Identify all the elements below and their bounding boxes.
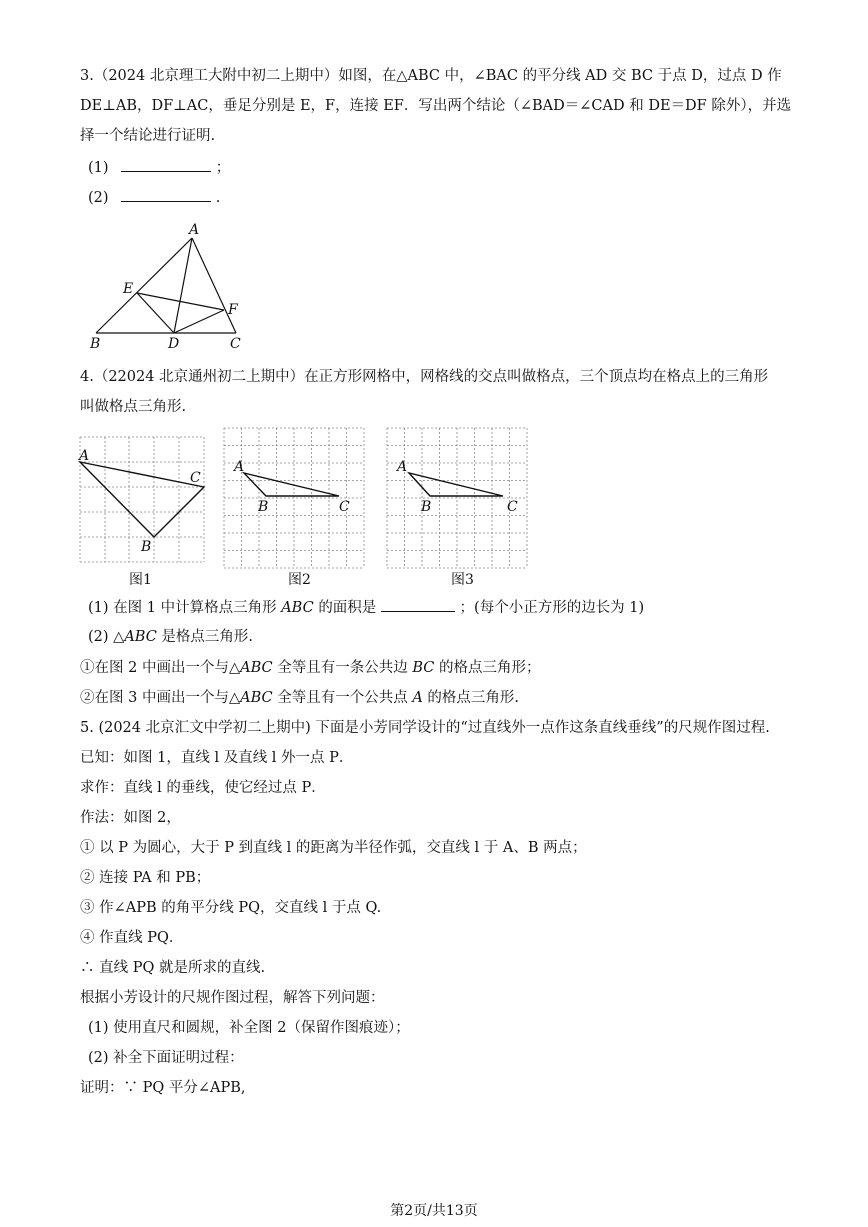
q4-part-2-1 — [80, 658, 540, 678]
q4-fig1-label-a: A — [79, 448, 90, 464]
q5-line-1: 5. (2024 北京汇文中学初二上期中) 下面是小芳同学设计的“过直线外一点作这条直线垂线”的尺规作图过程. — [80, 720, 770, 736]
q3-label-b: B — [90, 336, 101, 352]
q4-fig1-label-b: B — [141, 539, 152, 555]
q4-c2-triangle: ABC — [240, 690, 273, 706]
q3-label-a: A — [189, 222, 200, 238]
q5-step-2: ② 连接 PA 和 PB； — [80, 870, 211, 886]
q5-part-2: (2) 补全下面证明过程： — [88, 1050, 244, 1066]
q4-p2-text-2: 是格点三角形. — [161, 629, 254, 645]
q4-p1-text: (1) 在图 1 中计算格点三角形 — [88, 600, 277, 616]
q4-p1-triangle: ABC — [281, 600, 314, 616]
q4-fig2-label-c: C — [339, 499, 350, 515]
q4-fig2-caption: 图2 — [288, 572, 311, 588]
q5-line-2: 已知：如图 1，直线 l 及直线 l 外一点 P． — [80, 750, 354, 766]
q5-step-1: ① 以 P 为圆心，大于 P 到直线 l 的距离为半径作弧，交直线 l 于 A、B 两点； — [80, 840, 587, 856]
q4-p1-note: ；(每个小正方形的边长为 1) — [459, 600, 645, 616]
q3-label-d: D — [168, 336, 180, 352]
q4-area-answer-blank[interactable] — [381, 597, 455, 612]
q5-step-4: ④ 作直线 PQ． — [80, 930, 184, 946]
q4-fig2-label-a: A — [234, 459, 245, 475]
q4-fig3-label-c: C — [507, 499, 518, 515]
q3-line-2: DE⊥AB，DF⊥AC，垂足分别是 E，F，连接 EF．写出两个结论（∠BAD＝∠CAD 和 DE＝DF 除外），并选 — [80, 98, 792, 114]
q3-label-e: E — [123, 281, 134, 297]
q4-p1-text-2: 的面积是 — [318, 600, 377, 616]
q5-line-3: 求作：直线 l 的垂线，使它经过点 P． — [80, 780, 326, 796]
q4-fig3-label-a: A — [397, 459, 408, 475]
q4-c1-text: ①在图 2 中画出一个与△ — [80, 660, 241, 676]
q3-blank-2-number: (2) — [88, 190, 109, 206]
q4-grid-figures — [0, 0, 868, 600]
q5-instruction: 根据小芳设计的尺规作图过程，解答下列问题： — [80, 990, 385, 1006]
q4-p2-triangle: ABC — [124, 629, 157, 645]
q4-part-1 — [88, 597, 644, 618]
q4-c2-text: ②在图 3 中画出一个与△ — [80, 690, 241, 706]
q3-blank-1-number: (1) — [88, 160, 109, 176]
q3-label-f: F — [228, 302, 238, 318]
q4-fig2-label-b: B — [258, 499, 269, 515]
q4-c2-text-3: 的格点三角形. — [427, 690, 520, 706]
q4-c1-triangle: ABC — [240, 660, 273, 676]
q5-line-4: 作法：如图 2， — [80, 810, 181, 826]
q4-c1-text-3: 的格点三角形； — [438, 660, 541, 676]
q5-step-3: ③ 作∠APB 的角平分线 PQ，交直线 l 于点 Q. — [80, 900, 382, 916]
q4-c1-edge: BC — [412, 660, 435, 676]
q4-c2-point: A — [412, 690, 423, 706]
q4-fig1-label-c: C — [190, 470, 201, 486]
q4-line-1: 4.（22024 北京通州初二上期中）在正方形网格中，网格线的交点叫做格点，三个顶点均在格点上的三角形 — [80, 369, 769, 385]
q4-p2-text: (2) △ — [88, 629, 125, 645]
q3-label-c: C — [230, 336, 241, 352]
q5-part-1: (1) 使用直尺和圆规，补全图 2（保留作图痕迹）； — [88, 1020, 410, 1036]
page-footer: 第2页/共13页 — [390, 1203, 478, 1219]
q3-line-3: 择一个结论进行证明. — [80, 128, 216, 144]
q4-fig3-caption: 图3 — [451, 572, 474, 588]
q5-proof-start: 证明：∵ PQ 平分∠APB, — [80, 1080, 246, 1096]
q4-c1-text-2: 全等且有一条公共边 — [277, 660, 408, 676]
q4-fig1-caption: 图1 — [129, 572, 152, 588]
q4-line-2: 叫做格点三角形. — [80, 399, 187, 415]
q4-c2-text-2: 全等且有一个公共点 — [277, 690, 408, 706]
q3-line-1: 3.（2024 北京理工大附中初二上期中）如图，在△ABC 中，∠BAC 的平分线 AD 交 BC 于点 D，过点 D 作 — [80, 68, 782, 84]
q4-part-2-2 — [80, 688, 519, 708]
q3-blank-2-end: . — [215, 190, 221, 206]
q4-part-2 — [88, 627, 253, 647]
q4-fig3-label-b: B — [421, 499, 432, 515]
q5-conclusion: ∴ 直线 PQ 就是所求的直线. — [80, 960, 266, 976]
q3-blank-1-end: ； — [215, 160, 231, 176]
